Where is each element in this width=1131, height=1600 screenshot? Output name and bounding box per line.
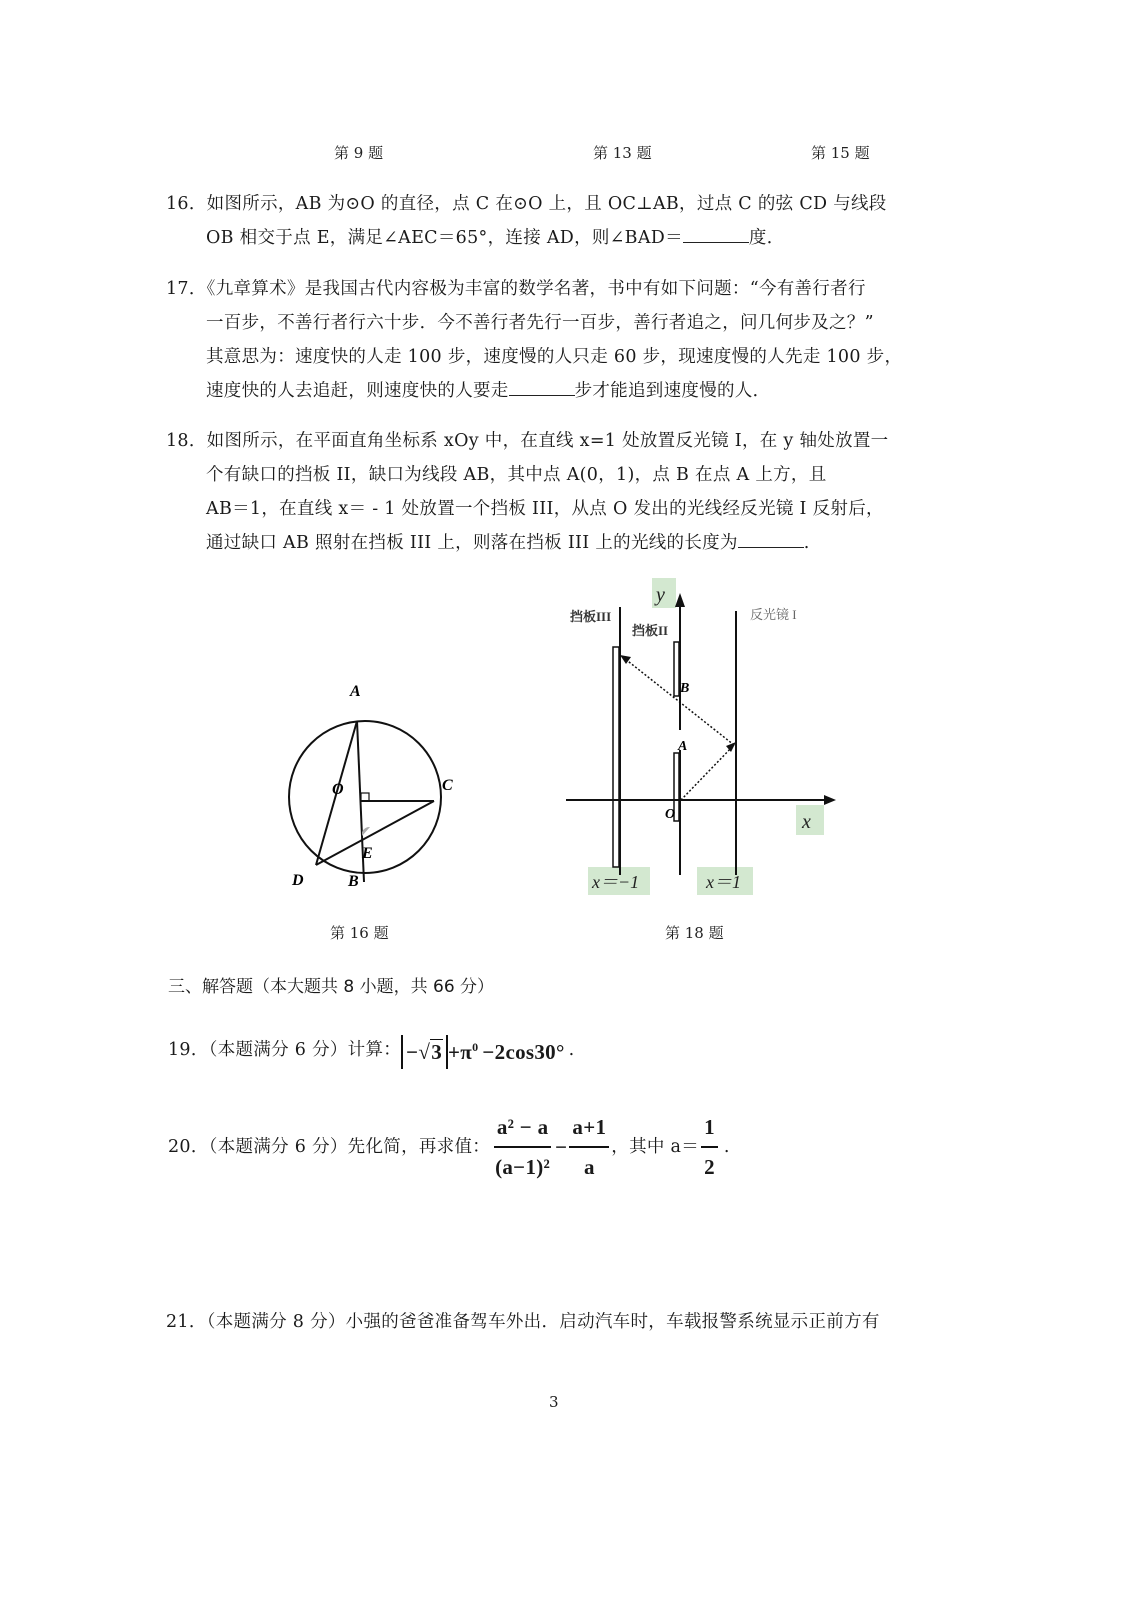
q20-prefix: 20．（本题满分 6 分）先化简，再求值： bbox=[168, 1137, 491, 1157]
figure-16-circle-diagram bbox=[270, 670, 470, 900]
caption-q16: 第 16 题 bbox=[330, 924, 389, 942]
q18-suffix: . bbox=[803, 533, 810, 553]
minus-operator: − bbox=[555, 1135, 568, 1159]
fraction-3 bbox=[701, 1110, 718, 1184]
question-17 bbox=[166, 272, 902, 408]
label-b: B bbox=[680, 681, 690, 696]
label-e: E bbox=[362, 845, 373, 862]
label-o: O bbox=[665, 807, 676, 822]
section-3-heading: 三、解答题（本大题共 8 小题，共 66 分） bbox=[168, 977, 495, 997]
label-a: A bbox=[350, 683, 361, 700]
answer-blank bbox=[683, 224, 749, 243]
q17-line-3: 其意思为：速度快的人走 100 步，速度慢的人只走 60 步，现速度慢的人先走 100 步， bbox=[206, 347, 903, 367]
caption-q13: 第 13 题 bbox=[593, 144, 652, 162]
label-c: C bbox=[442, 777, 453, 794]
minus-sign: − bbox=[406, 1040, 419, 1064]
q19-expression bbox=[401, 1030, 565, 1069]
q18-line-3: AB＝1，在直线 x＝ - 1 处放置一个挡板 III，从点 O 发出的光线经反光镜 I 反射后， bbox=[206, 499, 884, 519]
figure-18-coordinate-diagram bbox=[560, 575, 840, 900]
label-o: O bbox=[332, 781, 344, 798]
pi-exponent: 0 bbox=[472, 1040, 479, 1054]
label-board-ii: 挡板II bbox=[632, 623, 669, 638]
angle-aec-mark bbox=[362, 827, 370, 836]
label-y: y bbox=[656, 584, 665, 606]
fraction-1 bbox=[492, 1110, 553, 1184]
q17-line-2: 一百步，不善行者行六十步．今不善行者先行一百步，善行者追之，问几何步及之？” bbox=[206, 313, 874, 333]
fraction-1-numerator: a² − a bbox=[494, 1110, 552, 1148]
q16-suffix: 度． bbox=[748, 228, 785, 248]
label-a: A bbox=[678, 739, 688, 754]
y-axis-arrow bbox=[675, 593, 685, 607]
chord-cd bbox=[316, 801, 434, 865]
minus-2cos30: −2cos30° bbox=[482, 1040, 565, 1064]
board-ii-upper bbox=[674, 642, 679, 696]
plus-pi: +π bbox=[448, 1040, 473, 1064]
fraction-2-numerator: a+1 bbox=[569, 1110, 609, 1148]
page-number: 3 bbox=[549, 1393, 559, 1411]
q20-middle: ，其中 a＝ bbox=[611, 1137, 700, 1157]
q19-suffix: . bbox=[568, 1039, 575, 1060]
caption-q18: 第 18 题 bbox=[665, 924, 724, 942]
question-19 bbox=[168, 1030, 575, 1069]
label-x-neg1: x＝−1 bbox=[592, 872, 640, 892]
q16-line-2 bbox=[166, 221, 887, 255]
q18-line-4 bbox=[166, 526, 888, 560]
fraction-2-denominator: a bbox=[583, 1155, 595, 1179]
label-mirror: 反光镜 I bbox=[750, 607, 797, 622]
q17-suffix: 步才能追到速度慢的人． bbox=[574, 381, 771, 401]
q19-prefix: 19．（本题满分 6 分）计算： bbox=[168, 1039, 402, 1060]
fraction-3-numerator: 1 bbox=[701, 1110, 718, 1148]
question-16 bbox=[166, 187, 887, 255]
q17-line-4-text: 速度快的人去追赶，则速度快的人要走 bbox=[206, 381, 509, 401]
caption-q15: 第 15 题 bbox=[811, 144, 870, 162]
caption-q9: 第 9 题 bbox=[334, 144, 384, 162]
absolute-value: −√3 bbox=[401, 1035, 448, 1069]
q16-line-1: 16．如图所示，AB 为⊙O 的直径，点 C 在⊙O 上，且 OC⊥AB，过点 C 的弦 CD 与线段 bbox=[166, 194, 887, 214]
fraction-2 bbox=[569, 1110, 609, 1184]
label-x: x bbox=[802, 811, 811, 833]
ray-incoming bbox=[681, 745, 734, 800]
q18-line-2: 个有缺口的挡板 II，缺口为线段 AB，其中点 A(0，1)，点 B 在点 A 上方，且 bbox=[206, 465, 827, 485]
q16-line-2-text: OB 相交于点 E，满足∠AEC＝65°，连接 AD，则∠BAD＝ bbox=[206, 228, 683, 248]
ray-incoming-arrow bbox=[726, 742, 736, 752]
label-x-pos1: x＝1 bbox=[706, 872, 741, 892]
question-20 bbox=[168, 1110, 730, 1184]
q17-line-4 bbox=[166, 374, 902, 408]
answer-blank bbox=[509, 377, 575, 396]
label-board-iii: 挡板III bbox=[570, 609, 612, 624]
q20-suffix: . bbox=[723, 1137, 730, 1157]
x-axis-arrow bbox=[824, 795, 836, 805]
q18-line-1: 18．如图所示，在平面直角坐标系 xOy 中，在直线 x=1 处放置反光镜 I，在 y 轴处放置一 bbox=[166, 431, 889, 451]
label-d: D bbox=[292, 872, 304, 889]
question-18 bbox=[166, 424, 888, 560]
question-21: 21．（本题满分 8 分）小强的爸爸准备驾车外出．启动汽车时，车载报警系统显示正前方有 bbox=[166, 1312, 880, 1332]
q18-line-4-text: 通过缺口 AB 照射在挡板 III 上，则落在挡板 III 上的光线的长度为 bbox=[206, 533, 738, 553]
sqrt-argument: 3 bbox=[431, 1040, 442, 1064]
q17-line-1: 17．《九章算术》是我国古代内容极为丰富的数学名著，书中有如下问题：“今有善行者行 bbox=[166, 279, 866, 299]
board-iii bbox=[613, 647, 619, 867]
fraction-3-denominator: 2 bbox=[704, 1155, 715, 1179]
fraction-1-denominator: (a−1)² bbox=[495, 1155, 551, 1179]
right-angle-mark bbox=[361, 793, 369, 801]
label-b: B bbox=[348, 873, 359, 890]
answer-blank bbox=[738, 529, 804, 548]
